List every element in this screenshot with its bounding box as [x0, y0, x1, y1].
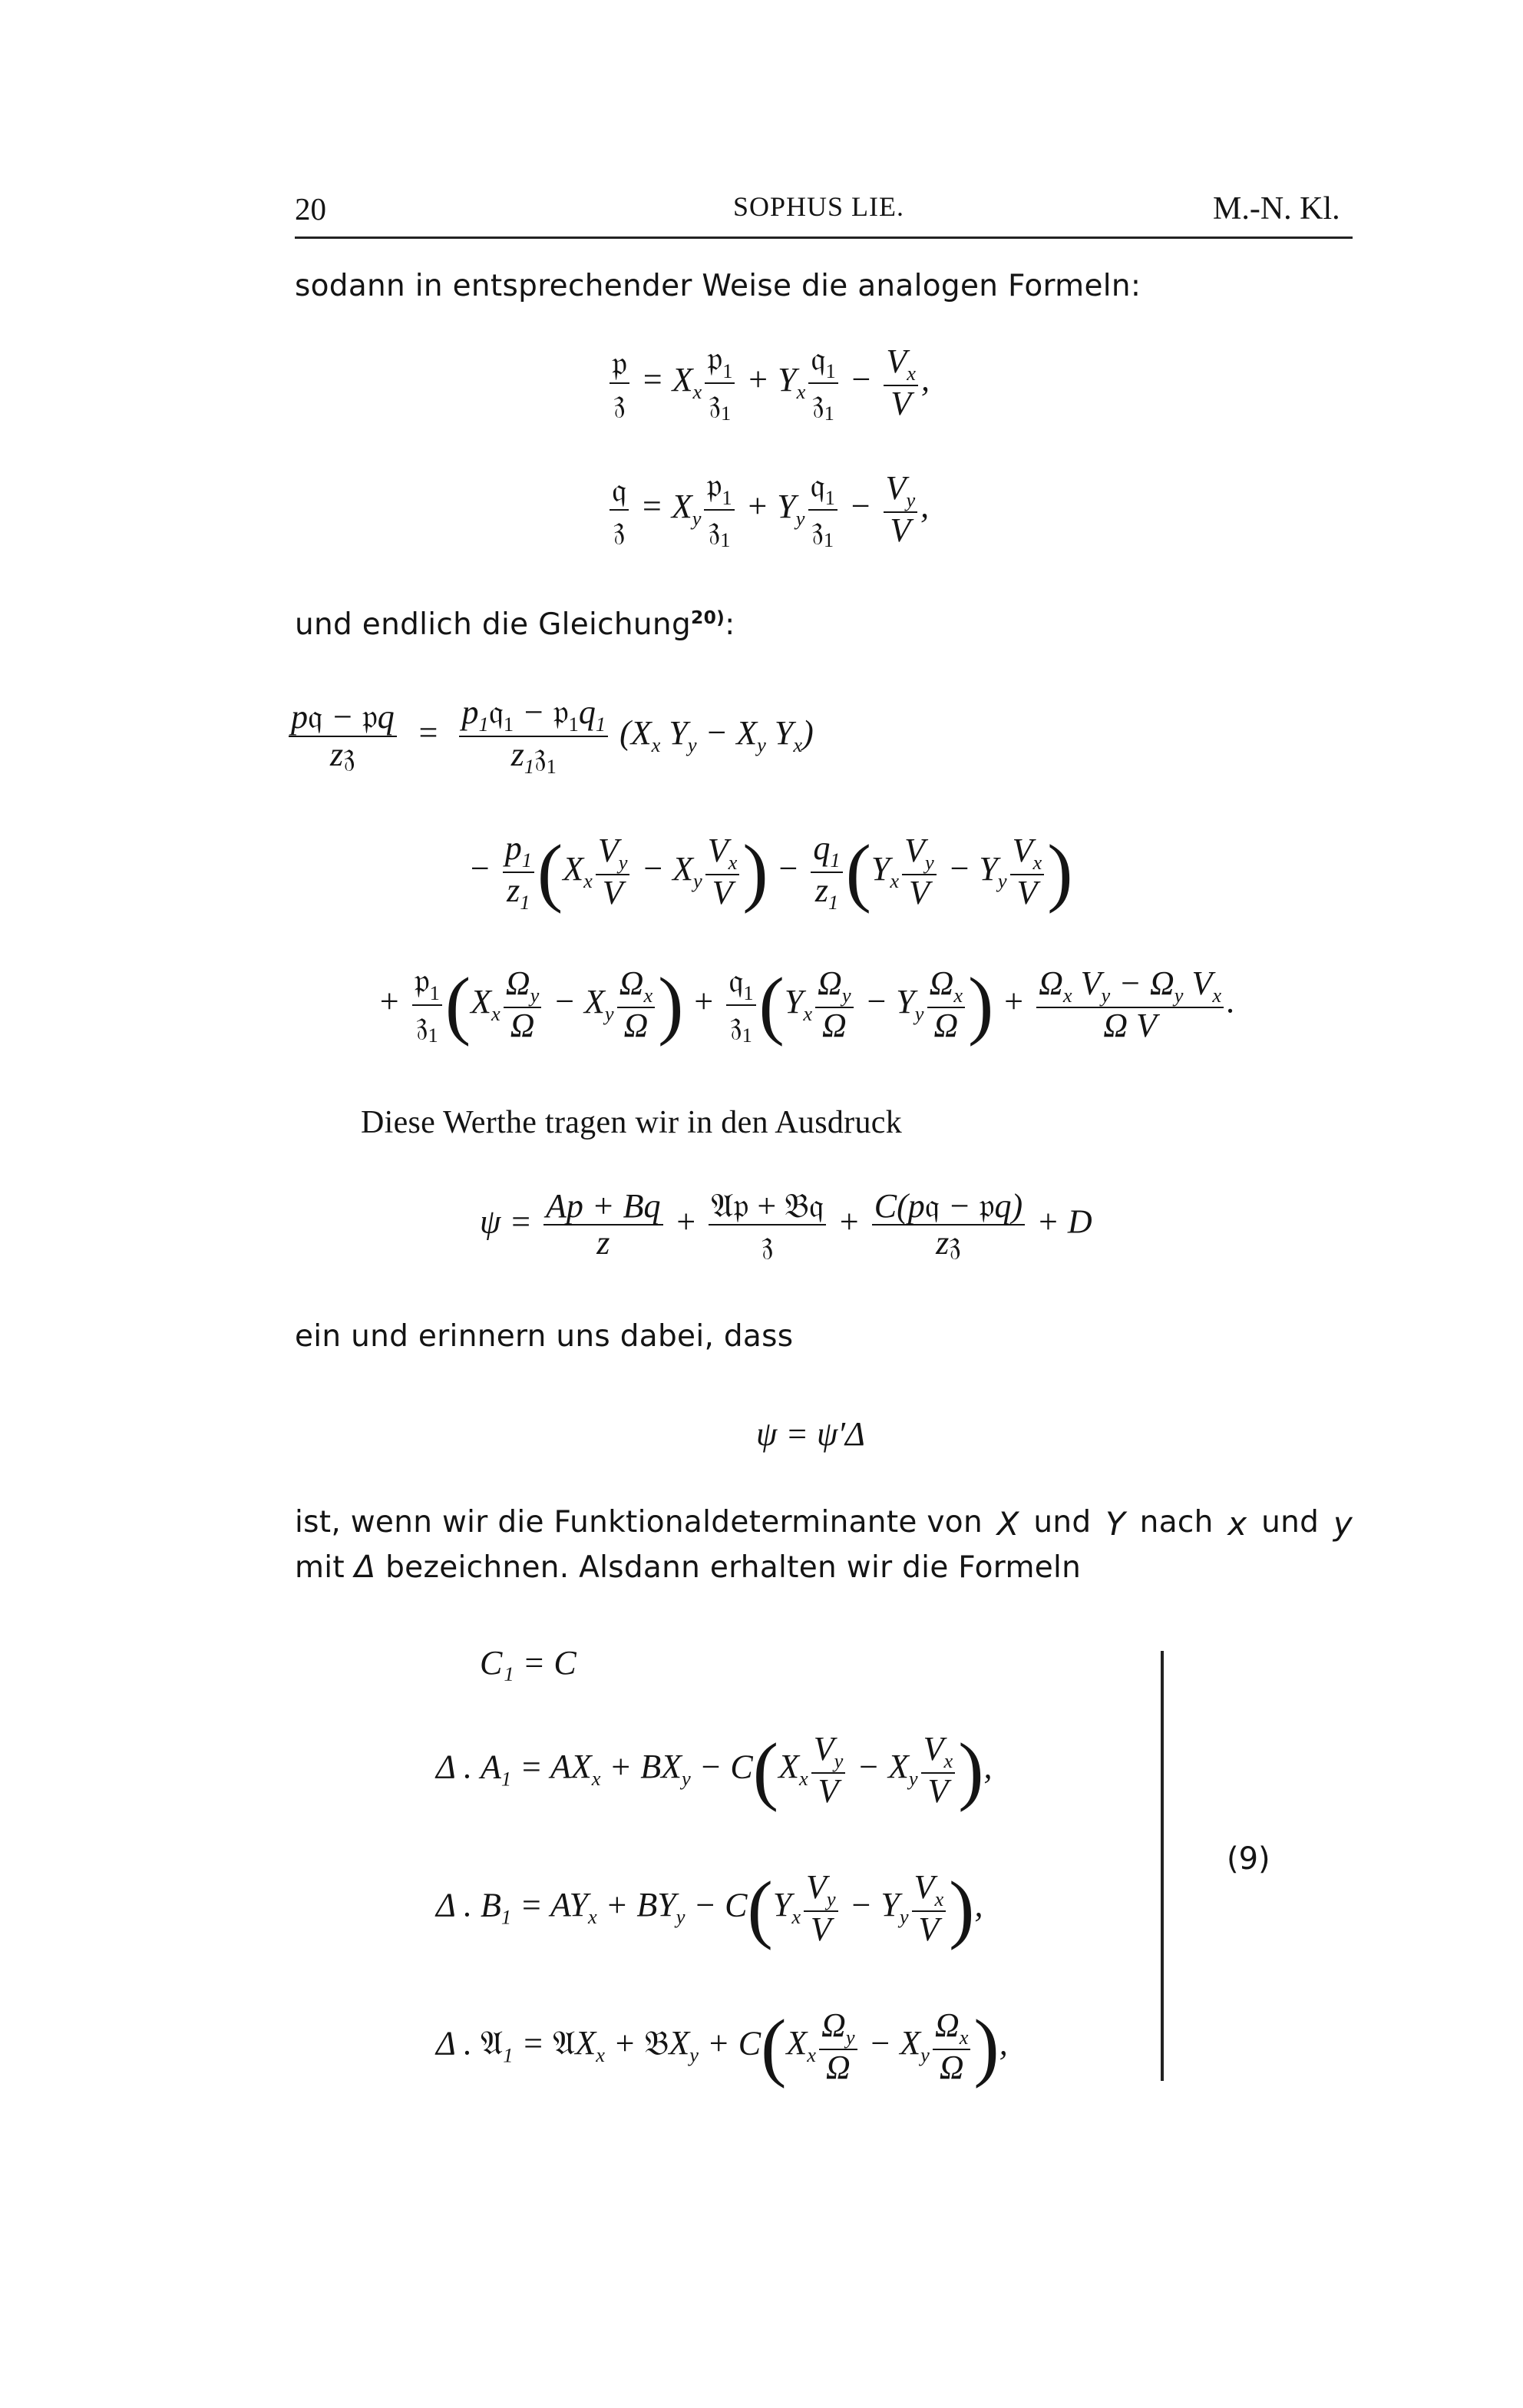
p5-und-2: und	[1261, 1505, 1320, 1540]
paragraph-ausdruck: Diese Werthe tragen wir in den Ausdruck	[361, 1105, 903, 1140]
equation-system-Agothic: Δ . 𝔄$_1$ = 𝔄X$_x$ + 𝔅X$_y$ + $C(X_x$ $\frac{\Omega_y}{\Omega}$ − $X_y$ $\frac{\Omega_x}{\Omega}$ ),	[436, 2003, 1008, 2089]
p5-mit: mit	[295, 1550, 345, 1585]
equation-psi-relation: ψ = ψ′Δ	[756, 1415, 865, 1453]
paragraph-gleichung-text: und endlich die Gleichung	[295, 607, 692, 642]
paragraph-erinnern: ein und erinnern uns dabei, dass	[295, 1319, 794, 1354]
paragraph-funktionaldeterminante-line-1	[295, 1505, 1353, 1543]
equation-psi-definition: ψ = $\frac{Ap + Bq}{z}$ + $\frac{\text{𝔄𝔭 + 𝔅𝔮}}{\text{𝔷}}$ + $\frac{\text{C(p𝔮 − 𝔭q)}}{\text{z𝔷}}$ + D	[480, 1187, 1092, 1262]
p5-X: X	[996, 1505, 1019, 1543]
equation-main-line-1: $\frac{\text{p𝔮 − 𝔭q}}{\text{z𝔷}}$ = $\frac{p_1𝔮_1 - 𝔭_1q_1}{z_1𝔷_1}$ ($X_x$ $Y_y - X_y$ $Y_x$)	[286, 695, 814, 777]
paragraph-funktionaldeterminante-line-2	[295, 1550, 1081, 1585]
p5-delta: Δ	[354, 1550, 376, 1585]
system-brace-bar	[1161, 1651, 1164, 2081]
paragraph-intro: sodann in entsprechender Weise die analogen Formeln:	[295, 269, 1141, 303]
p5-bezeichnen: bezeichnen. Alsdann erhalten wir die Formeln	[385, 1550, 1082, 1585]
p5-und-1: und	[1033, 1505, 1092, 1540]
running-head-author: SOPHUS LIE.	[733, 191, 905, 222]
p5-Y: Y	[1105, 1505, 1126, 1543]
header-rule	[295, 237, 1353, 239]
paragraph-gleichung	[295, 607, 735, 642]
p5-text-a: ist, wenn wir die Funktionaldeterminante von	[295, 1505, 983, 1540]
equation-p-over-z: $\frac{\text{𝔭}}{\text{𝔷}}$ = $X_x$ $\frac{𝔭_1}{𝔷_1}$ + $Y_x$ $\frac{𝔮_1}{𝔷_1}$ − $\frac{V_x}{V}$ ,	[606, 342, 930, 424]
p5-nach: nach	[1139, 1505, 1214, 1540]
page-number: 20	[295, 191, 326, 227]
equation-label-9: (9)	[1227, 1841, 1270, 1877]
footnote-marker: 20)	[691, 607, 725, 628]
equation-main-line-3: + $\frac{𝔭_1}{𝔷_1}$ ($X_x$ $\frac{\Omega_y}{\Omega}$ − $X_y$ $\frac{\Omega_x}{\Omega}$ ) + $\frac{𝔮_1}{𝔷_1}$ ($Y_x$ $\frac{\Omega_y}{\Omega}$ − $Y_y$ $\frac{\Omega_x}{\Omega}$ ) + $\frac{\Omega_x V_y - \Omega_y V_x}{\text{Ω V}}$ .	[378, 961, 1236, 1047]
equation-system-A: Δ . $A_1 = AX_x + BX_y - C(X_x$ $\frac{V_y}{V}$ − $X_y$ $\frac{V_x}{V}$ ),	[436, 1727, 993, 1813]
running-head-section: M.-N. Kl.	[1213, 191, 1340, 227]
p5-y: y	[1333, 1505, 1353, 1543]
paragraph-gleichung-colon: :	[725, 607, 735, 642]
equation-system-B: Δ . $B_1 = AY_x + BY_y - C(Y_x$ $\frac{V_y}{V}$ − $Y_y$ $\frac{V_x}{V}$ ),	[436, 1865, 983, 1951]
p5-x: x	[1227, 1505, 1247, 1543]
equation-q-over-z: $\frac{\text{𝔮}}{\text{𝔷}}$ = $X_y$ $\frac{𝔭_1}{𝔷_1}$ + $Y_y$ $\frac{𝔮_1}{𝔷_1}$ − $\frac{V_y}{V}$ ,	[606, 468, 929, 551]
equation-system-C: C₁ = C	[480, 1644, 576, 1682]
equation-main-line-2: − $\frac{p_1}{z_1}$ ($X_x$ $\frac{V_y}{V}$ − $X_y$ $\frac{V_x}{V}$ ) − $\frac{q_1}{z_1}$ ($Y_x$ $\frac{V_y}{V}$ − $Y_y$ $\frac{V_x}{V}$ )	[468, 829, 1073, 915]
